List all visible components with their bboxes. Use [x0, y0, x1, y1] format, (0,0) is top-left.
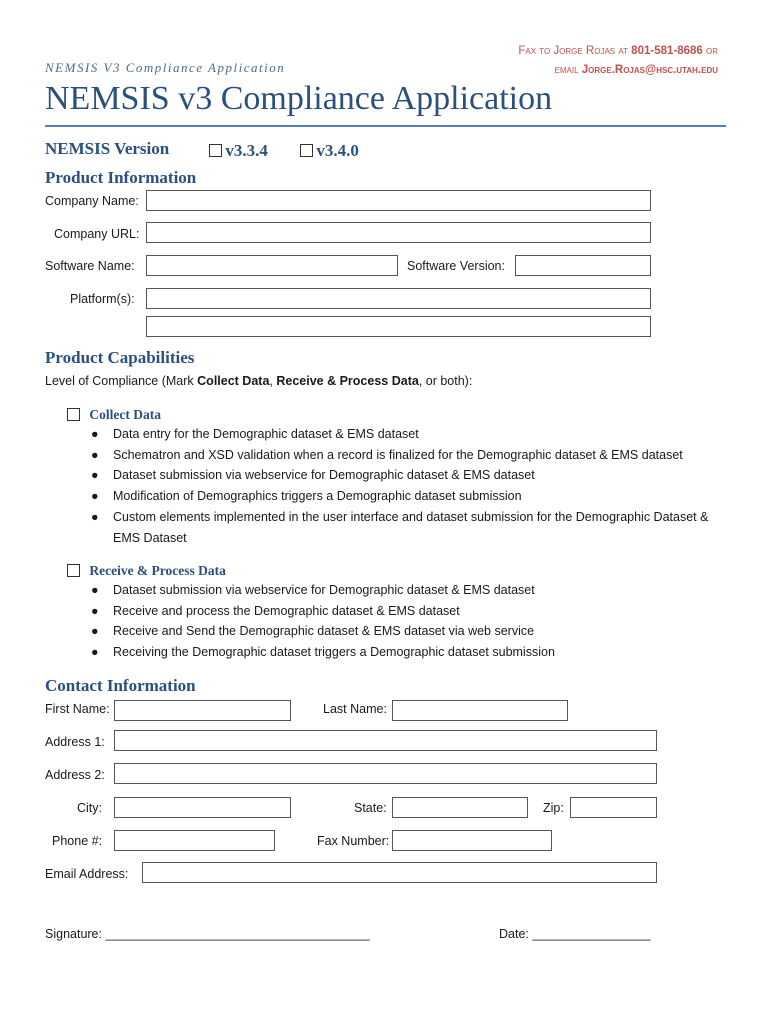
page-subtitle: NEMSIS V3 Compliance Application [45, 60, 286, 75]
zip-label: Zip: [543, 801, 564, 815]
bullet-icon: ● [91, 468, 99, 483]
fax-instruction [518, 42, 718, 61]
address1-label: Address 1: [45, 735, 105, 749]
bullet-icon: ● [91, 489, 99, 504]
fax-prefix: Fax to Jorge Rojas at [518, 45, 628, 57]
email-address-field[interactable] [142, 862, 657, 883]
fax-number: 801-581-8686 [631, 45, 703, 57]
compliance-level-instruction [45, 374, 472, 388]
bullet-icon: ● [91, 447, 99, 462]
phone-label: Phone #: [52, 834, 103, 848]
version-label: NEMSIS Version [45, 139, 170, 158]
email-prefix: email [554, 64, 579, 76]
company-url-field[interactable] [146, 222, 651, 243]
capabilities-heading: Product Capabilities [45, 348, 195, 367]
contact-heading: Contact Information [45, 676, 196, 695]
address1-field[interactable] [114, 730, 657, 751]
software-name-field[interactable] [146, 255, 398, 276]
platforms-label: Platform(s): [70, 292, 135, 306]
level-text-collect: Collect Data [197, 374, 270, 388]
collect-data-option[interactable] [67, 407, 161, 423]
email-instruction [555, 61, 718, 80]
receive-process-checkbox[interactable] [67, 564, 80, 577]
list-item-text: Dataset submission via webservice for Demographic dataset & EMS dataset [113, 583, 535, 597]
city-field[interactable] [114, 797, 291, 818]
level-text-receive: Receive & Process Data [276, 374, 419, 388]
version-option-340[interactable] [300, 141, 359, 161]
list-item-text: Data entry for the Demographic dataset & EMS dataset [113, 427, 419, 441]
bullet-icon: ● [91, 624, 99, 639]
company-name-label: Company Name: [45, 194, 139, 208]
bullet-icon: ● [91, 583, 99, 597]
receive-process-list [91, 580, 738, 663]
date-label: Date: [499, 927, 529, 941]
version-340-checkbox[interactable] [300, 144, 313, 157]
product-info-heading: Product Information [45, 168, 197, 187]
list-item [91, 424, 738, 445]
phone-field[interactable] [114, 830, 275, 851]
list-item-text: Schematron and XSD validation when a record is finalized for the Demographic dataset & EMS dataset [113, 447, 683, 462]
company-name-field[interactable] [146, 190, 651, 211]
level-text-post: , or both): [418, 374, 473, 388]
list-item-text: Custom elements implemented in the user interface and dataset submission for the Demographic Dataset & EMS Dataset [113, 509, 709, 545]
city-label: City: [77, 801, 102, 815]
receive-process-option[interactable] [67, 563, 226, 579]
last-name-field[interactable] [392, 700, 568, 721]
zip-field[interactable] [570, 797, 657, 818]
signature-line[interactable]: ______________________________________ [105, 927, 370, 941]
list-item-text: Dataset submission via webservice for Demographic dataset & EMS dataset [113, 468, 535, 483]
version-334-checkbox[interactable] [209, 144, 222, 157]
fax-or: or [706, 45, 718, 57]
bullet-icon: ● [91, 509, 99, 524]
email-address-label: Email Address: [45, 867, 129, 881]
list-item [91, 486, 738, 507]
list-item [91, 601, 738, 622]
date-line[interactable]: _________________ [532, 927, 651, 941]
collect-data-label: Collect Data [89, 407, 161, 422]
collect-data-list [91, 424, 738, 548]
level-text-comma: , [269, 374, 277, 388]
level-text-pre: Level of Compliance (Mark [45, 374, 198, 388]
contact-email: Jorge.Rojas@hsc.utah.edu [581, 64, 718, 76]
first-name-field[interactable] [114, 700, 291, 721]
platforms-field-2[interactable] [146, 316, 651, 337]
list-item [91, 465, 738, 486]
software-version-field[interactable] [515, 255, 651, 276]
fax-number-label: Fax Number: [317, 834, 390, 848]
state-label: State: [354, 801, 387, 815]
list-item [91, 445, 738, 466]
version-340-label: v3.4.0 [316, 141, 359, 160]
address2-field[interactable] [114, 763, 657, 784]
version-option-334[interactable] [209, 141, 268, 161]
list-item [91, 580, 738, 601]
collect-data-checkbox[interactable] [67, 408, 80, 421]
signature-row [45, 927, 370, 941]
software-version-label: Software Version: [407, 259, 505, 273]
bullet-icon: ● [91, 603, 99, 618]
receive-process-label: Receive & Process Data [89, 563, 226, 578]
list-item-text: Receive and Send the Demographic dataset & EMS dataset via web service [113, 624, 535, 639]
signature-label: Signature: [45, 927, 102, 941]
version-334-label: v3.3.4 [225, 141, 268, 160]
list-item-text: Modification of Demographics triggers a Demographic dataset submission [113, 489, 522, 504]
list-item [91, 507, 738, 548]
date-row [499, 927, 651, 941]
title-divider [45, 125, 726, 127]
platforms-field-1[interactable] [146, 288, 651, 309]
company-url-label: Company URL: [54, 227, 140, 241]
software-name-label: Software Name: [45, 259, 135, 273]
fax-number-field[interactable] [392, 830, 552, 851]
bullet-icon: ● [91, 427, 99, 441]
address2-label: Address 2: [45, 768, 105, 782]
list-item-text: Receiving the Demographic dataset triggers a Demographic dataset submission [113, 645, 555, 660]
list-item [91, 642, 738, 663]
last-name-label: Last Name: [323, 702, 387, 716]
first-name-label: First Name: [45, 702, 110, 716]
list-item-text: Receive and process the Demographic dataset & EMS dataset [113, 603, 460, 618]
page-title: NEMSIS v3 Compliance Application [45, 80, 553, 117]
list-item [91, 621, 738, 642]
state-field[interactable] [392, 797, 528, 818]
bullet-icon: ● [91, 645, 99, 660]
